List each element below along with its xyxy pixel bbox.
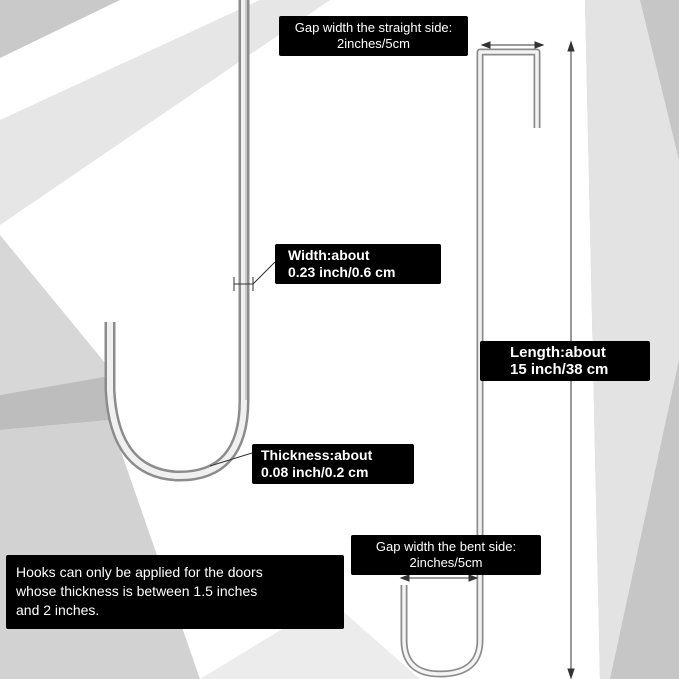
gap-bent-arrow-left: [401, 575, 409, 581]
thickness-label: [252, 444, 414, 484]
bg-shape-left-mid: [0, 235, 115, 395]
thickness-line1: Thickness:about: [261, 447, 373, 463]
width-line1: Width:about: [288, 247, 370, 263]
length-line1: Length:about: [510, 344, 606, 361]
gap-straight-label: [279, 16, 468, 56]
width-line2: 0.23 inch/0.6 cm: [288, 264, 396, 280]
door-thickness-note: [6, 555, 344, 629]
note-line3: and 2 inches.: [16, 602, 100, 618]
gap-straight-line2: 2inches/5cm: [337, 36, 410, 51]
bg-shape-left-low: [0, 420, 200, 679]
gap-bent-line1: Gap width the bent side:: [375, 539, 517, 554]
thickness-line2: 0.08 inch/0.2 cm: [261, 464, 369, 480]
gap-straight-arrow-right: [535, 42, 543, 48]
bg-shape-top-left: [0, 0, 120, 58]
gap-straight-line1: Gap width the straight side:: [294, 20, 453, 35]
gap-straight-arrow-left: [482, 42, 490, 48]
width-leader: [253, 262, 275, 284]
note-line2: whose thickness is between 1.5 inches: [16, 583, 258, 599]
gap-bent-line2: 2inches/5cm: [409, 555, 483, 570]
length-arrow-bottom: [568, 669, 574, 678]
note-line1: Hooks can only be applied for the doors: [16, 564, 263, 580]
length-line2: 15 inch/38 cm: [510, 361, 609, 378]
width-label: [275, 244, 441, 284]
gap-bent-arrow-right: [469, 575, 477, 581]
gap-bent-label: [351, 535, 541, 575]
length-label: [480, 341, 650, 381]
length-arrow-top: [568, 42, 574, 51]
